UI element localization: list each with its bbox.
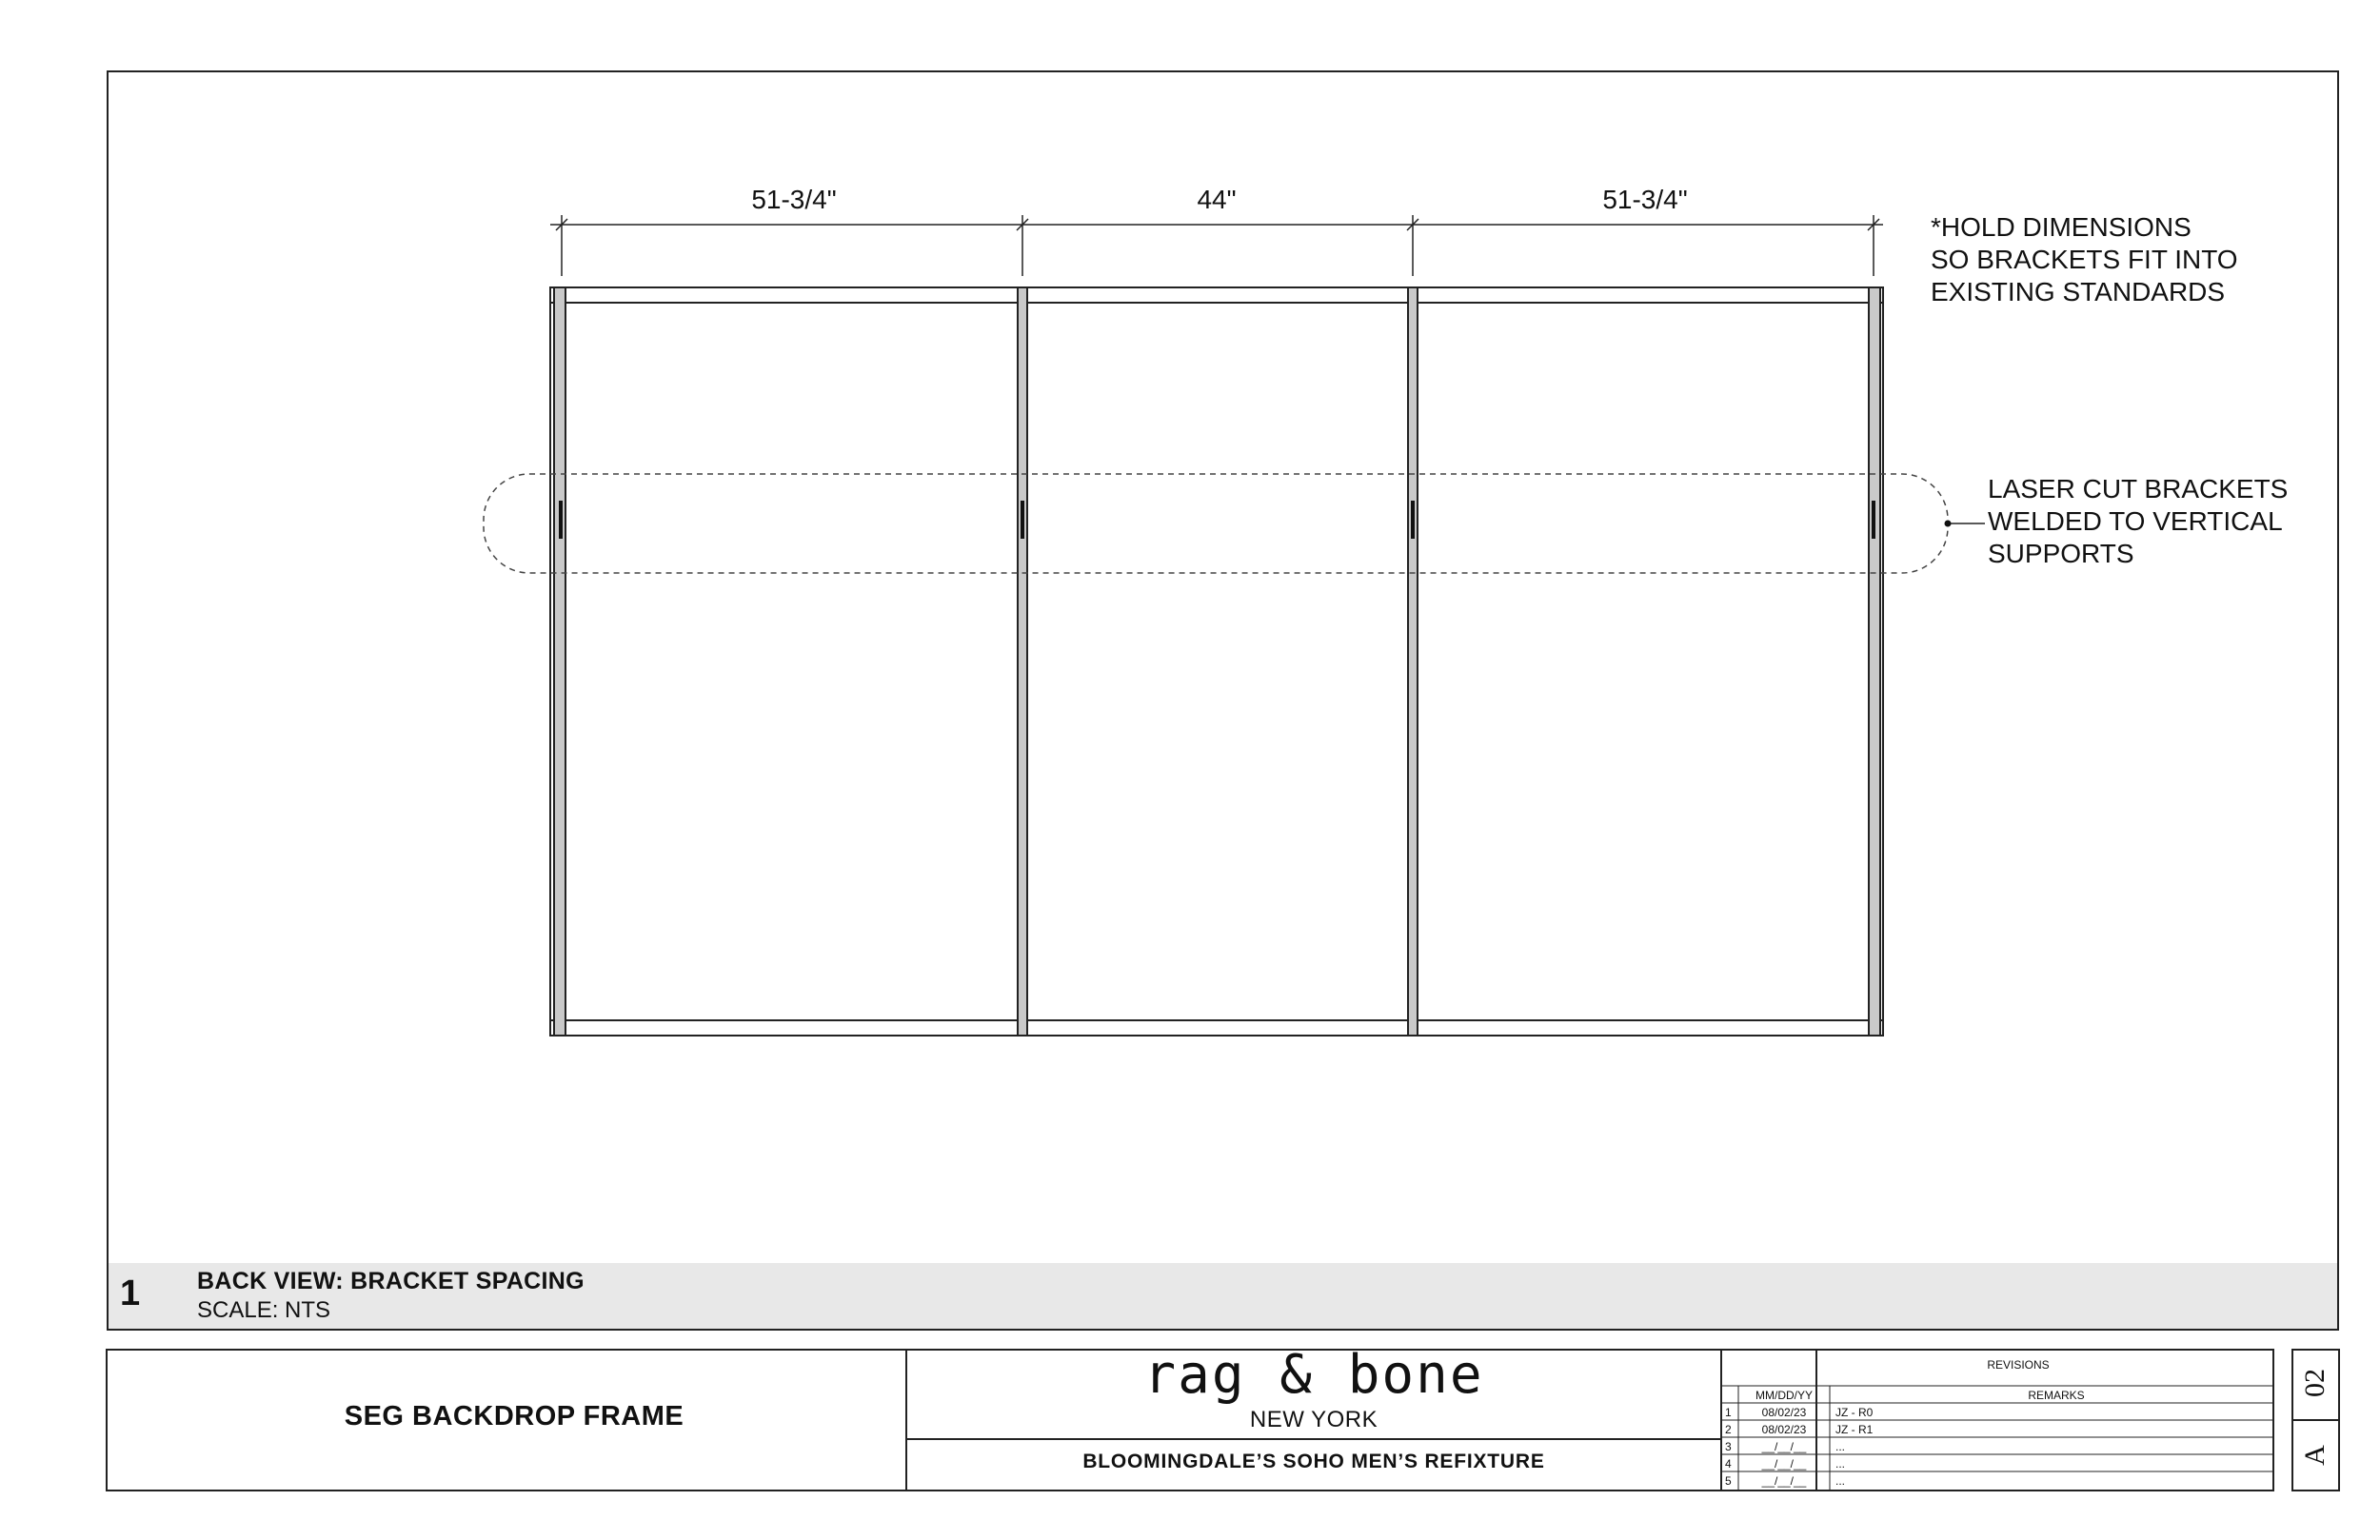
revisions-remarks-header: REMARKS	[2028, 1389, 2085, 1402]
revisions-date-header: MM/DD/YY	[1755, 1389, 1813, 1402]
revision-remarks: JZ - R0	[1835, 1406, 1874, 1419]
revision-number: 4	[1725, 1457, 1732, 1471]
view-scale: SCALE: NTS	[197, 1297, 331, 1323]
vertical-supports	[554, 287, 1880, 1036]
view-number: 1	[120, 1273, 141, 1313]
dimension-middle: 44"	[1197, 185, 1237, 214]
dimension-left: 51-3/4"	[751, 185, 837, 214]
drawing-title: SEG BACKDROP FRAME	[344, 1401, 684, 1431]
leader-line	[1945, 521, 1986, 527]
brand-logo: rag & bone	[1143, 1344, 1484, 1406]
revision-number: 2	[1725, 1423, 1732, 1436]
bracket-note: LASER CUT BRACKETS WELDED TO VERTICAL SUPPORTS	[1988, 474, 2289, 568]
sheet-number: 02	[2299, 1369, 2330, 1397]
revisions-header: REVISIONS	[1987, 1358, 2050, 1372]
revision-date: __/__/__	[1761, 1457, 1807, 1471]
revision-date: 08/02/23	[1761, 1423, 1807, 1436]
revision-remarks: ...	[1835, 1457, 1846, 1471]
revision-remarks: ...	[1835, 1474, 1846, 1488]
brackets	[559, 501, 1875, 539]
revision-number: 3	[1725, 1440, 1732, 1453]
revision-remarks: JZ - R1	[1835, 1423, 1874, 1436]
dimension-right: 51-3/4"	[1602, 185, 1688, 214]
project-name: BLOOMINGDALE’S SOHO MEN’S REFIXTURE	[1082, 1451, 1545, 1472]
revision-date: 08/02/23	[1761, 1406, 1807, 1419]
revision-number: 1	[1725, 1406, 1732, 1419]
sheet-letter: A	[2299, 1445, 2330, 1466]
revision-date: __/__/__	[1761, 1440, 1807, 1453]
view-title: BACK VIEW: BRACKET SPACING	[197, 1268, 585, 1294]
frame-rails	[550, 287, 1883, 1036]
revision-date: __/__/__	[1761, 1474, 1807, 1488]
revision-remarks: ...	[1835, 1440, 1846, 1453]
bracket-zone-outline	[484, 474, 1948, 573]
hold-dimensions-note: *HOLD DIMENSIONS SO BRACKETS FIT INTO EXISTING STANDARDS	[1931, 212, 2238, 306]
revision-number: 5	[1725, 1474, 1732, 1488]
dimension-line	[550, 215, 1883, 276]
brand-location: NEW YORK	[1249, 1407, 1378, 1432]
